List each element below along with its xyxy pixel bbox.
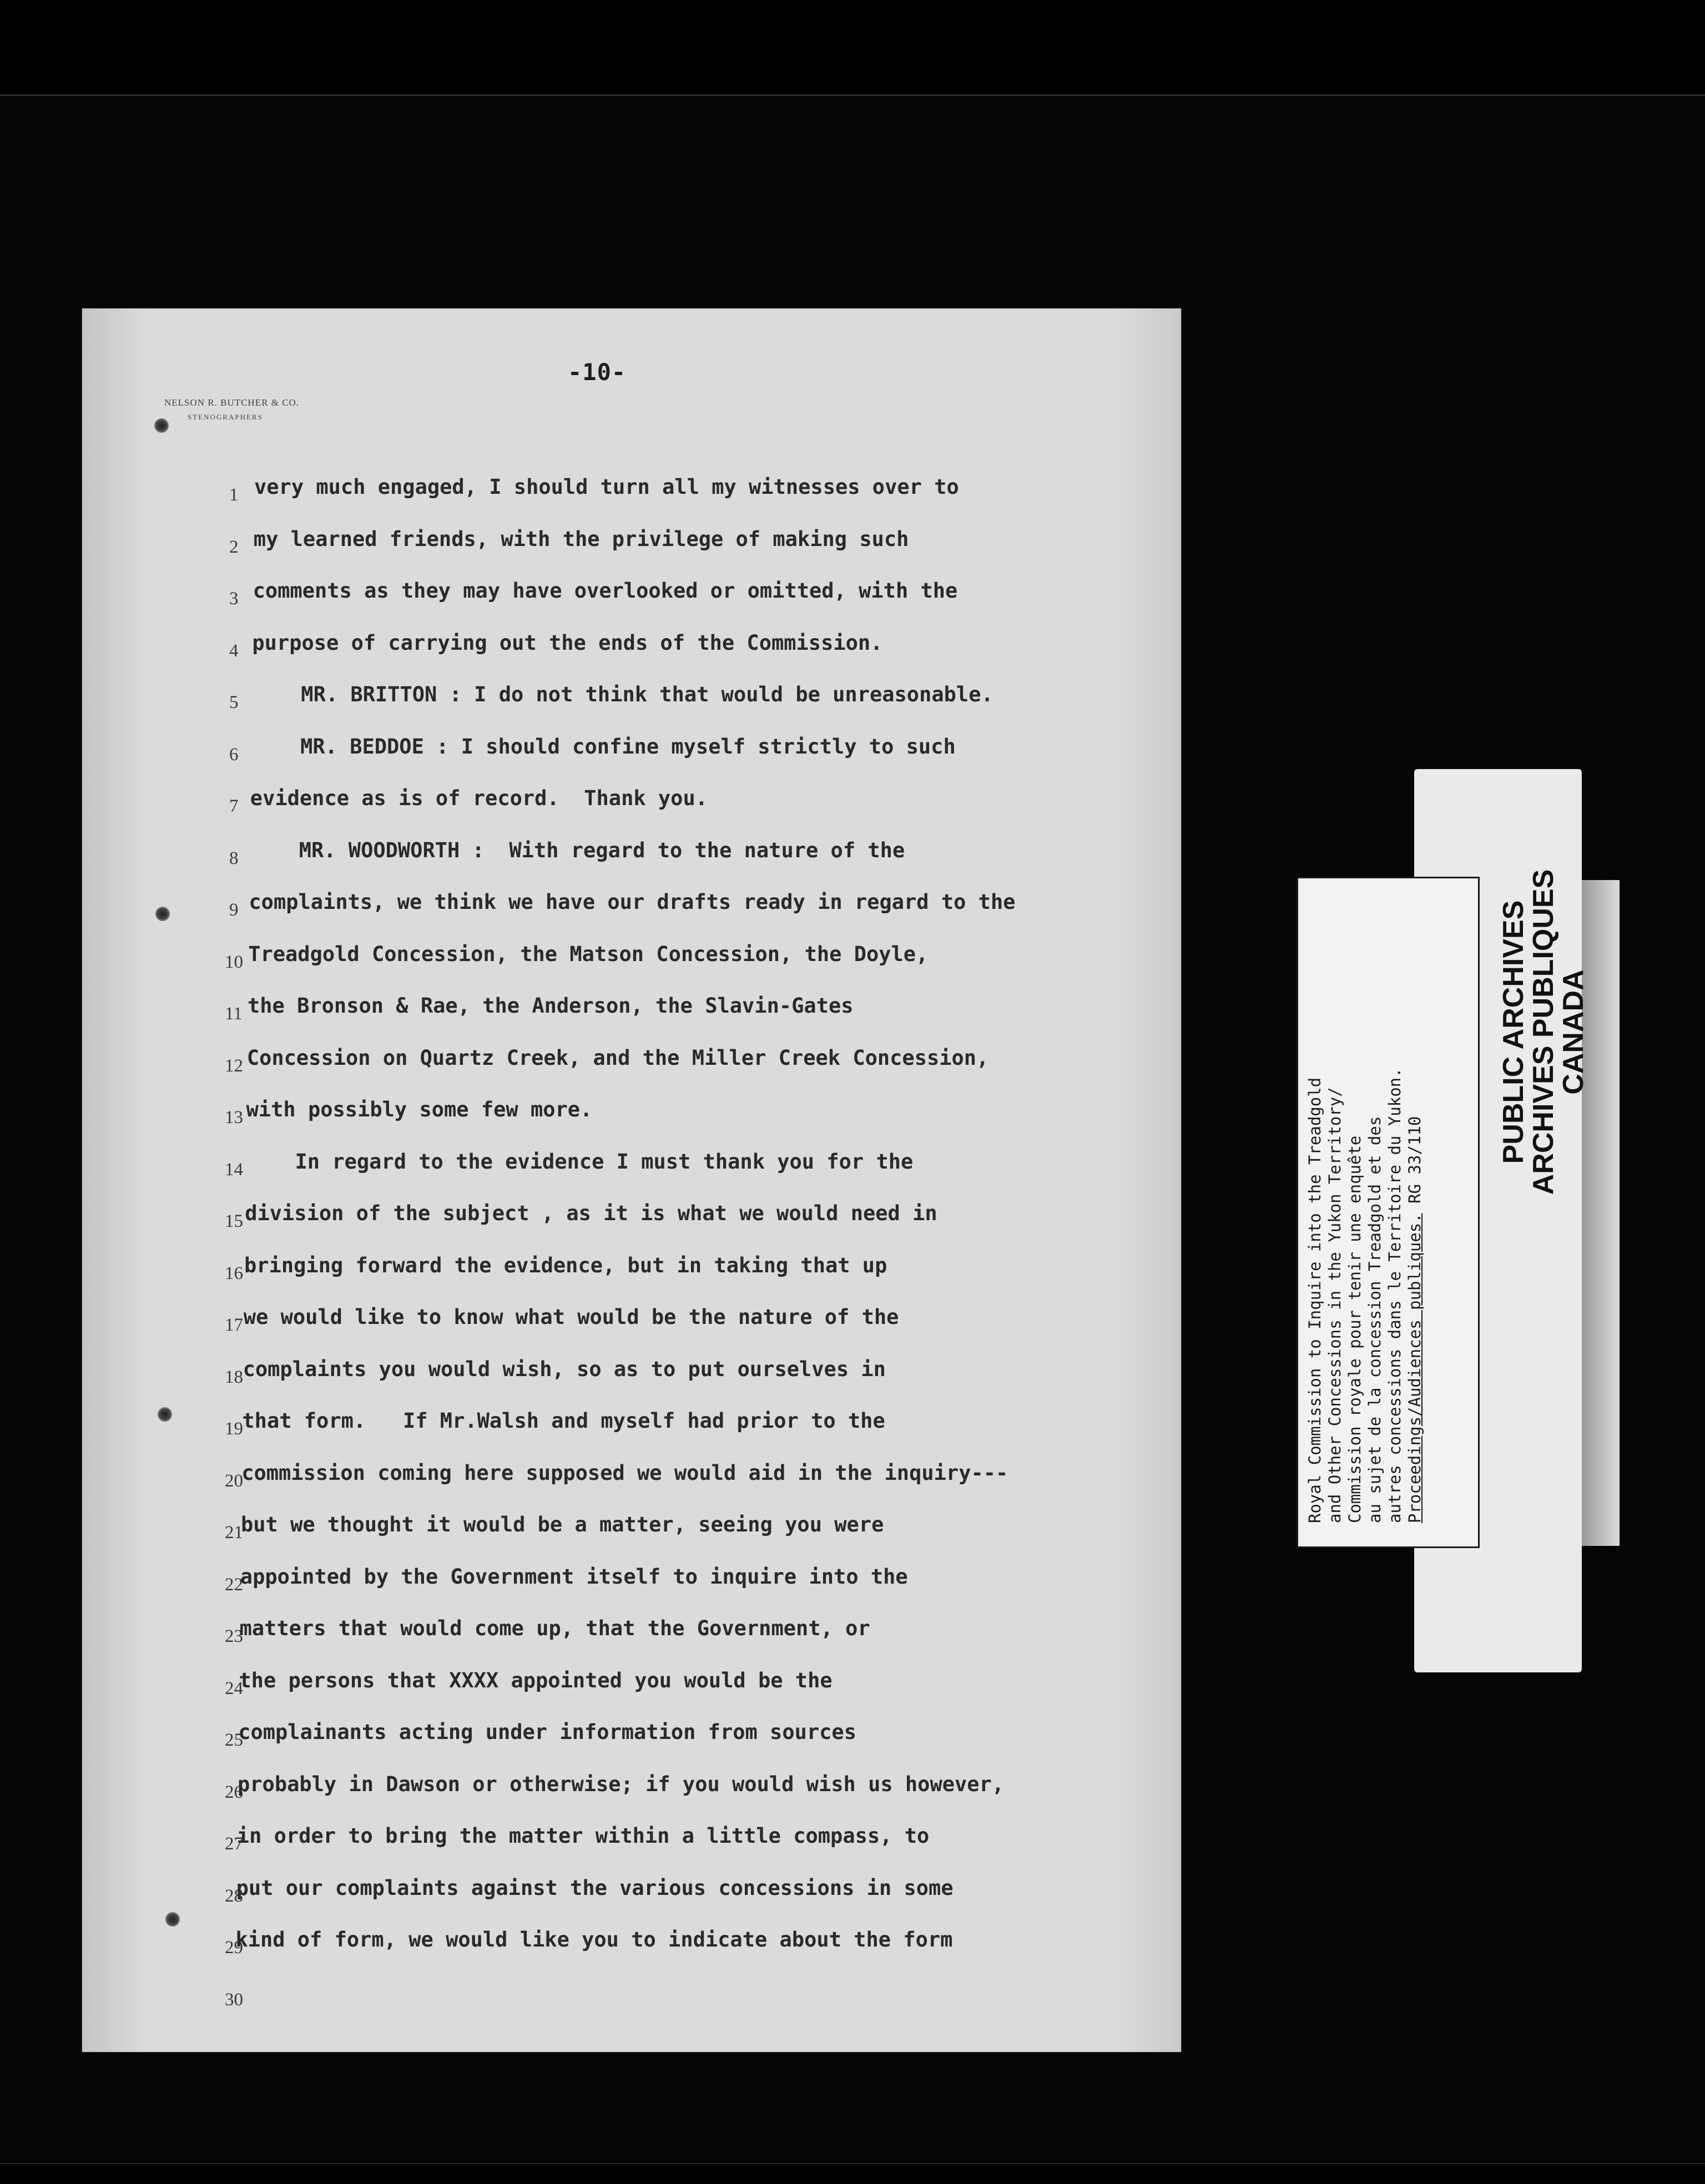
line-number: 4 [229, 640, 239, 661]
line-number: 27 [225, 1834, 243, 1854]
line-number: 12 [225, 1055, 243, 1076]
transcript-line: complaints, we think we have our drafts ready in regard to the [249, 890, 1016, 914]
transcript-page [82, 309, 1181, 2052]
transcript-line: MR. WOODWORTH : With regard to the nature of the [249, 838, 905, 862]
line-number: 7 [229, 796, 239, 816]
transcript-line: put our complaints against the various concessions in some [236, 1875, 954, 1900]
film-edge-bottom [0, 2164, 1705, 2184]
film-scan-line [0, 94, 1705, 96]
transcript-line: very much engaged, I should turn all my witnesses over to [254, 475, 959, 499]
line-number: 17 [225, 1315, 243, 1335]
line-number: 26 [225, 1782, 243, 1802]
archive-label-series-line [1405, 885, 1425, 1523]
archive-label-line: and Other Concessions in the Yukon Territory/ [1325, 1087, 1344, 1523]
transcript-line: MR. BRITTON : I do not think that would be unreasonable. [251, 683, 993, 706]
transcript-line: Concession on Quartz Creek, and the Miller Creek Concession, [246, 1045, 989, 1070]
line-number: 29 [225, 1938, 243, 1958]
line-number: 24 [225, 1678, 243, 1698]
line-number: 13 [225, 1108, 243, 1128]
line-number: 30 [225, 1989, 243, 2010]
transcript-line: kind of form, we would like you to indicate about the form [235, 1928, 953, 1952]
transcript-line: the Bronson & Rae, the Anderson, the Slavin-Gates [248, 994, 854, 1018]
transcript-line: complaints you would wish, so as to put ourselves in [243, 1357, 886, 1381]
transcript-line: in order to bring the matter within a little compass, to [236, 1824, 930, 1848]
letterhead-role: STENOGRAPHERS [188, 413, 263, 421]
page-number: -10- [568, 358, 627, 386]
letterhead-firm: NELSON R. BUTCHER & CO. [164, 397, 300, 408]
transcript-line: commission coming here supposed we would aid in the inquiry--- [241, 1460, 1008, 1485]
transcript-line: but we thought it would be a matter, seeing you were [241, 1513, 884, 1536]
line-number: 1 [229, 485, 239, 505]
transcript-line: comments as they may have overlooked or omitted, with the [253, 579, 958, 603]
transcript-line: matters that would come up, that the Government, or [239, 1616, 870, 1640]
transcript-line: we would like to know what would be the nature of the [243, 1305, 899, 1329]
archive-stamp-line: CANADA [1557, 969, 1590, 1095]
line-number: 11 [225, 1004, 243, 1024]
line-number: 8 [229, 848, 239, 868]
transcript-line: MR. BEDDOE : I should confine myself strictly to such [251, 734, 956, 759]
transcript-line: the persons that XXXX appointed you would be the [239, 1668, 833, 1692]
transcript-line: that form. If Mr.Walsh and myself had prior to the [242, 1409, 885, 1433]
line-number: 22 [225, 1574, 243, 1595]
archive-label-line: Commission royale pour tenir une enquête [1345, 1135, 1364, 1523]
archive-label [1297, 877, 1480, 1548]
transcript-line: my learned friends, with the privilege of making such [253, 527, 909, 551]
line-number: 28 [225, 1885, 243, 1906]
transcript-line: bringing forward the evidence, but in taking that up [244, 1253, 887, 1277]
line-number: 23 [225, 1626, 243, 1646]
transcript-line: In regard to the evidence I must thank you for the [245, 1149, 914, 1174]
transcript-line: Treadgold Concession, the Matson Concession, the Doyle, [248, 942, 929, 966]
transcript-line: probably in Dawson or otherwise; if you would wish us however, [238, 1772, 1005, 1796]
archive-label-series: Proceedings/Audiences publiques. [1405, 1213, 1424, 1523]
film-edge-top [0, 0, 1705, 94]
transcript-line: complainants acting under information from sources [238, 1720, 856, 1744]
line-number: 19 [225, 1419, 243, 1439]
line-number: 15 [225, 1211, 243, 1231]
archive-label-line: au sujet de la concession Treadgold et des [1365, 1116, 1384, 1523]
transcript-line: with possibly some few more. [246, 1098, 593, 1121]
line-number: 10 [225, 952, 243, 972]
archive-label-reference: RG 33/110 [1405, 1116, 1424, 1204]
line-number: 5 [229, 692, 239, 712]
line-number: 20 [225, 1470, 243, 1491]
archive-stamp-line: ARCHIVES PUBLIQUES [1527, 869, 1560, 1195]
line-number: 25 [225, 1730, 243, 1750]
transcript-line: evidence as is of record. Thank you. [250, 786, 708, 810]
line-number: 21 [225, 1523, 243, 1543]
archive-stamp-line: PUBLIC ARCHIVES [1497, 900, 1530, 1164]
line-number: 3 [229, 589, 239, 609]
transcript-line: division of the subject , as it is what we would need in [245, 1201, 937, 1225]
line-number: 18 [225, 1367, 243, 1387]
line-number: 6 [229, 744, 239, 765]
transcript-line: appointed by the Government itself to inquire into the [240, 1564, 908, 1589]
transcript-line: purpose of carrying out the ends of the Commission. [252, 630, 883, 655]
line-number: 16 [225, 1263, 243, 1283]
line-number: 2 [229, 537, 239, 557]
line-number: 9 [229, 900, 239, 920]
line-number: 14 [225, 1159, 243, 1180]
archive-label-line: Royal Commission to Inquire into the Treadgold [1305, 1077, 1324, 1523]
archive-label-line: autres concessions dans le Territoire du Yukon. [1385, 1068, 1404, 1523]
transcript-body [82, 309, 1181, 2052]
